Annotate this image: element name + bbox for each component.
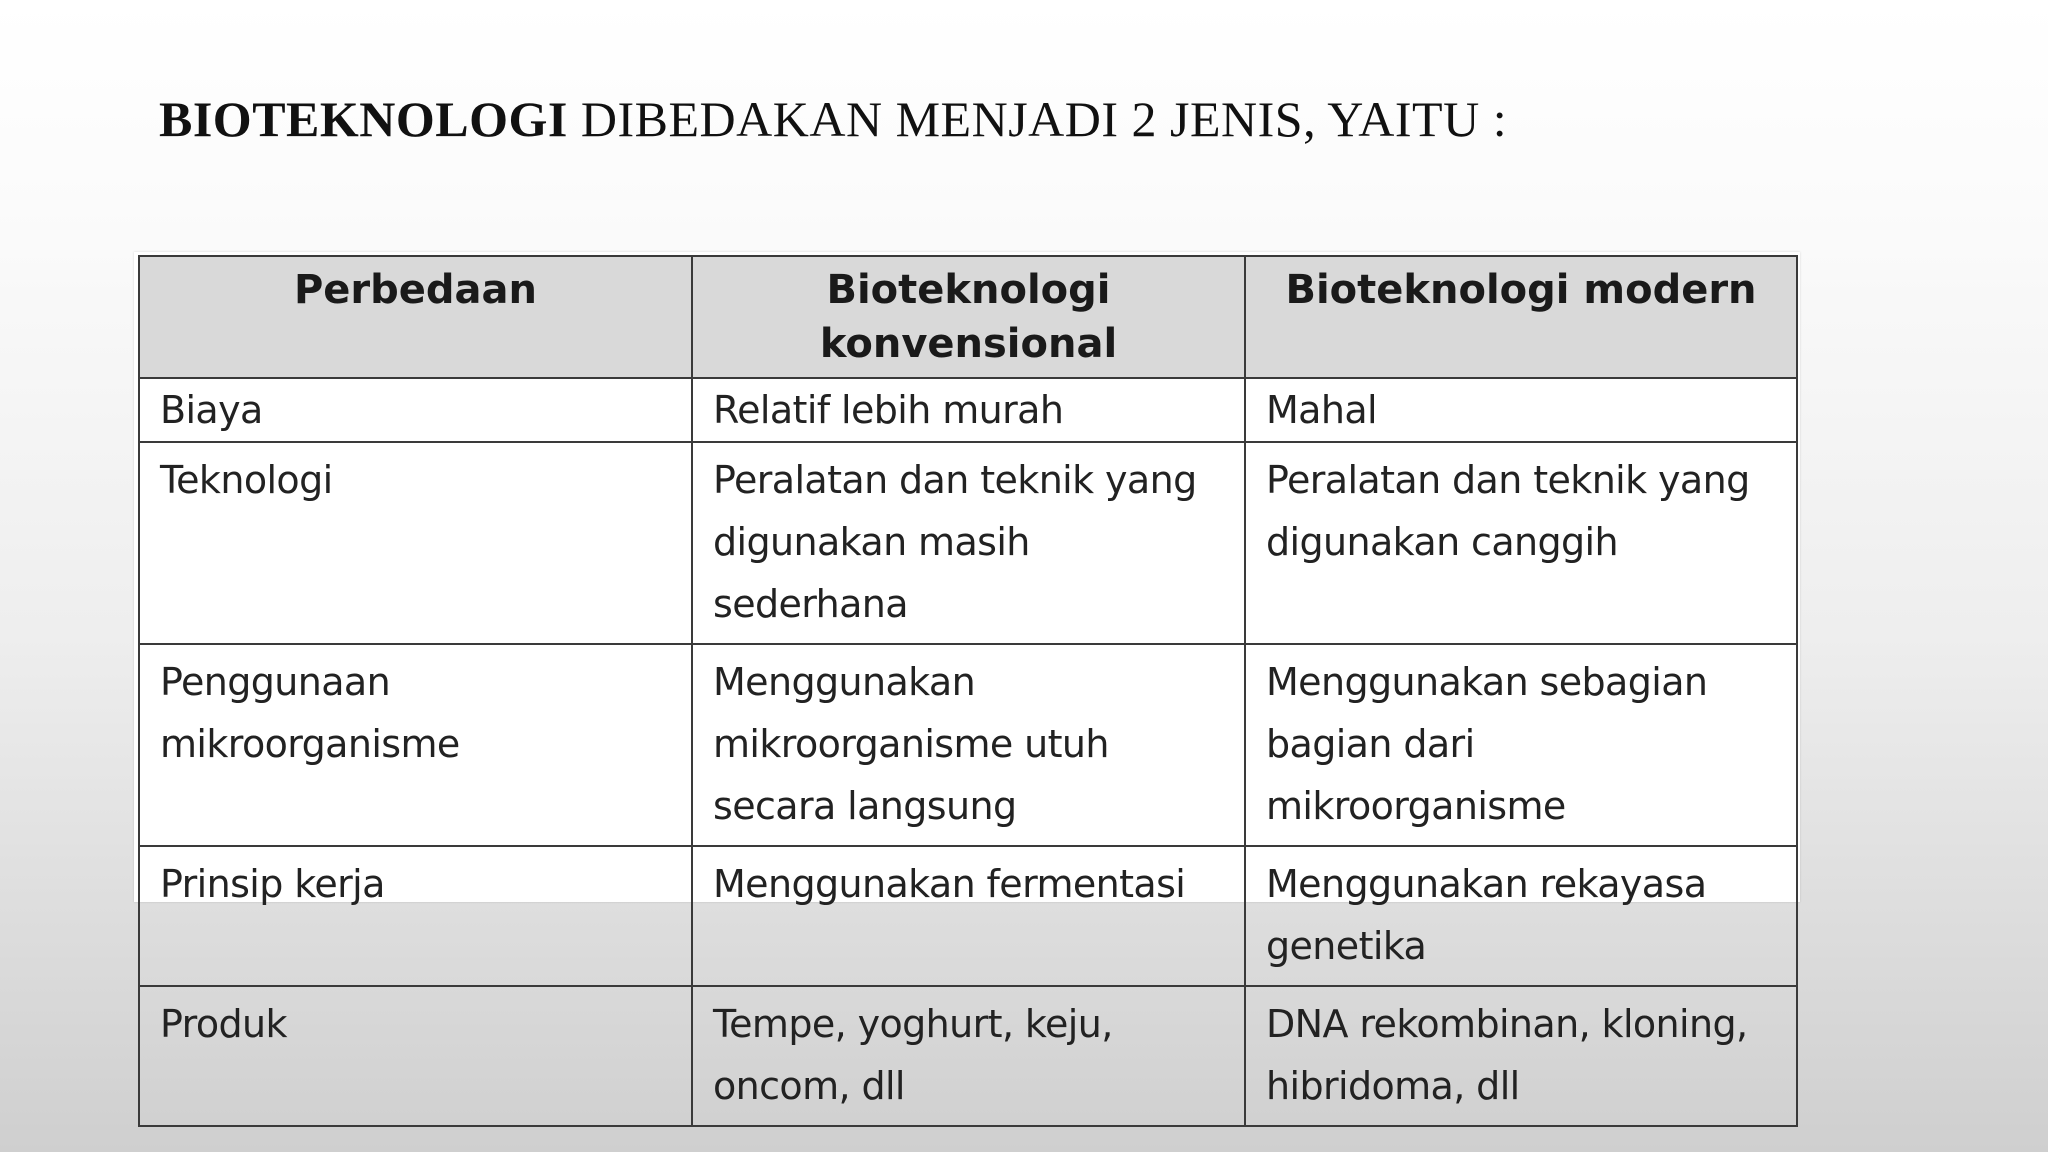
header-konvensional: Bioteknologi konvensional	[692, 256, 1245, 378]
table-cell	[1245, 442, 1797, 644]
table-cell	[692, 442, 1245, 644]
table-row	[139, 986, 1797, 1126]
comparison-table	[138, 255, 1798, 1127]
table-row	[139, 378, 1797, 442]
table-cell	[1245, 986, 1797, 1126]
table-cell	[139, 986, 692, 1126]
table-cell	[1245, 644, 1797, 846]
cell-text: Menggunakan fermentasi	[713, 862, 1186, 906]
table-cell	[1245, 846, 1797, 986]
cell-text: Menggunakan sebagian bagian dari mikroorganisme	[1266, 660, 1708, 828]
table-cell	[139, 378, 692, 442]
table-row	[139, 442, 1797, 644]
table-cell	[692, 644, 1245, 846]
table-row	[139, 846, 1797, 986]
table-row	[139, 644, 1797, 846]
cell-text: DNA rekombinan, kloning, hibridoma, dll	[1266, 1002, 1748, 1108]
table-cell	[1245, 378, 1797, 442]
table-cell	[692, 846, 1245, 986]
cell-text: Biaya	[160, 388, 263, 432]
slide-title	[159, 88, 1507, 150]
cell-text: Menggunakan mikroorganisme utuh secara langsung	[713, 660, 1109, 828]
cell-text: Menggunakan rekayasa genetika	[1266, 862, 1707, 968]
comparison-table-container	[134, 252, 1800, 1108]
table-cell	[139, 846, 692, 986]
table-header-row	[139, 256, 1797, 378]
slide-title-rest: DIBEDAKAN MENJADI 2 JENIS, YAITU :	[567, 91, 1508, 147]
cell-text: Mahal	[1266, 388, 1378, 432]
table-cell	[139, 644, 692, 846]
table-cell	[139, 442, 692, 644]
header-modern: Bioteknologi modern	[1245, 256, 1797, 378]
table-cell	[692, 986, 1245, 1126]
table-cell	[692, 378, 1245, 442]
slide-title-bold: BIOTEKNOLOGI	[159, 91, 568, 147]
cell-text: Tempe, yoghurt, keju, oncom, dll	[713, 1002, 1113, 1108]
cell-text: Prinsip kerja	[160, 862, 385, 906]
cell-text: Relatif lebih murah	[713, 388, 1064, 432]
cell-text: Penggunaan mikroorganisme	[160, 660, 460, 766]
cell-text: Peralatan dan teknik yang digunakan masih sederhana	[713, 458, 1197, 626]
cell-text: Teknologi	[160, 458, 333, 502]
cell-text: Produk	[160, 1002, 287, 1046]
cell-text: Peralatan dan teknik yang digunakan canggih	[1266, 458, 1750, 564]
header-perbedaan: Perbedaan	[139, 256, 692, 378]
